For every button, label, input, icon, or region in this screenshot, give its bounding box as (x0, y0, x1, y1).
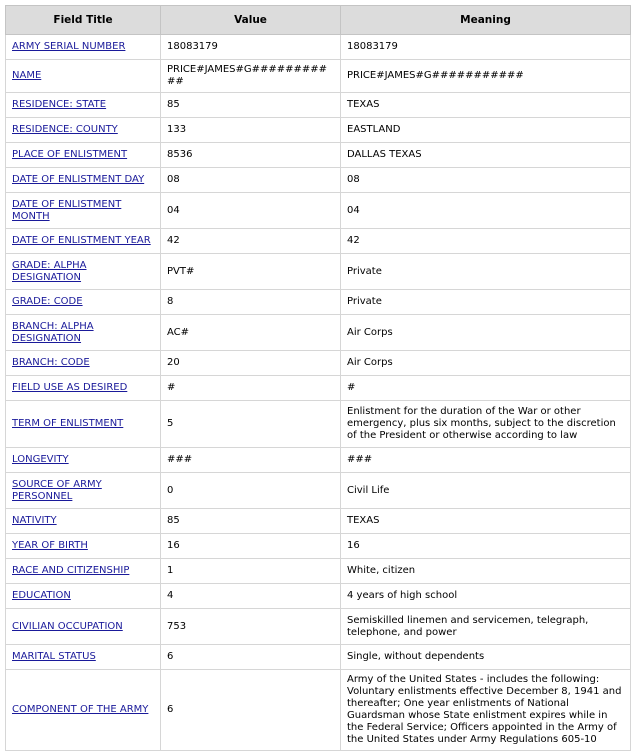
field-title-link[interactable]: PLACE OF ENLISTMENT (12, 149, 128, 160)
value-cell: ### (161, 448, 341, 473)
field-title-cell (6, 93, 161, 118)
meaning-cell: Civil Life (341, 473, 631, 509)
table-row (6, 473, 631, 509)
field-title-cell (6, 448, 161, 473)
meaning-cell: Air Corps (341, 315, 631, 351)
field-title-cell (6, 35, 161, 60)
meaning-cell: 08 (341, 168, 631, 193)
field-title-cell (6, 229, 161, 254)
meaning-cell: ### (341, 448, 631, 473)
value-cell: 6 (161, 645, 341, 670)
field-title-cell (6, 534, 161, 559)
value-cell: 8 (161, 290, 341, 315)
field-title-cell (6, 509, 161, 534)
meaning-cell: White, citizen (341, 559, 631, 584)
field-title-cell (6, 401, 161, 448)
field-title-link[interactable]: MARITAL STATUS (12, 651, 96, 662)
header-meaning: Meaning (341, 6, 631, 35)
table-row (6, 609, 631, 645)
meaning-cell: 4 years of high school (341, 584, 631, 609)
field-title-link[interactable]: EDUCATION (12, 590, 71, 601)
value-cell: 18083179 (161, 35, 341, 60)
field-title-link[interactable]: NAME (12, 70, 42, 81)
field-title-link[interactable]: TERM OF ENLISTMENT (12, 418, 124, 429)
field-title-cell (6, 254, 161, 290)
value-cell: 4 (161, 584, 341, 609)
meaning-cell: Semiskilled linemen and servicemen, telegraph, telephone, and power (341, 609, 631, 645)
value-cell: 08 (161, 168, 341, 193)
field-title-cell (6, 584, 161, 609)
table-row (6, 559, 631, 584)
field-title-link[interactable]: SOURCE OF ARMY PERSONNEL (12, 478, 102, 502)
field-title-link[interactable]: ARMY SERIAL NUMBER (12, 41, 126, 52)
table-row (6, 229, 631, 254)
value-cell: 85 (161, 93, 341, 118)
field-title-cell (6, 351, 161, 376)
table-body (6, 35, 631, 751)
field-title-link[interactable]: COMPONENT OF THE ARMY (12, 704, 149, 715)
table-row (6, 143, 631, 168)
table-row (6, 509, 631, 534)
value-cell: 6 (161, 670, 341, 751)
value-cell: 0 (161, 473, 341, 509)
field-title-link[interactable]: DATE OF ENLISTMENT MONTH (12, 198, 122, 222)
table-header-row (6, 6, 631, 35)
table-row (6, 254, 631, 290)
meaning-cell: Private (341, 290, 631, 315)
table-row (6, 376, 631, 401)
value-cell: 8536 (161, 143, 341, 168)
table-row (6, 670, 631, 751)
value-cell: # (161, 376, 341, 401)
table-row (6, 645, 631, 670)
table-row (6, 315, 631, 351)
field-title-link[interactable]: RESIDENCE: STATE (12, 99, 107, 110)
field-title-link[interactable]: DATE OF ENLISTMENT DAY (12, 174, 145, 185)
value-cell: PVT# (161, 254, 341, 290)
field-title-link[interactable]: YEAR OF BIRTH (12, 540, 88, 551)
table-row (6, 584, 631, 609)
value-cell: PRICE#JAMES#G########### (161, 60, 341, 93)
value-cell: 5 (161, 401, 341, 448)
value-cell: 04 (161, 193, 341, 229)
field-title-cell (6, 60, 161, 93)
table-row (6, 60, 631, 93)
field-title-link[interactable]: GRADE: CODE (12, 296, 83, 307)
field-title-cell (6, 670, 161, 751)
meaning-cell: PRICE#JAMES#G########### (341, 60, 631, 93)
field-title-link[interactable]: LONGEVITY (12, 454, 69, 465)
value-cell: 753 (161, 609, 341, 645)
meaning-cell: TEXAS (341, 93, 631, 118)
value-cell: AC# (161, 315, 341, 351)
field-title-cell (6, 609, 161, 645)
table-row (6, 401, 631, 448)
meaning-cell: 04 (341, 193, 631, 229)
field-title-cell (6, 559, 161, 584)
table-row (6, 168, 631, 193)
field-title-link[interactable]: RACE AND CITIZENSHIP (12, 565, 130, 576)
field-title-cell (6, 118, 161, 143)
table-row (6, 35, 631, 60)
meaning-cell: Single, without dependents (341, 645, 631, 670)
table-row (6, 448, 631, 473)
meaning-cell: Private (341, 254, 631, 290)
field-title-cell (6, 290, 161, 315)
field-title-link[interactable]: NATIVITY (12, 515, 57, 526)
field-title-cell (6, 315, 161, 351)
value-cell: 42 (161, 229, 341, 254)
value-cell: 1 (161, 559, 341, 584)
meaning-cell: 18083179 (341, 35, 631, 60)
table-row (6, 193, 631, 229)
field-title-cell (6, 193, 161, 229)
meaning-cell: # (341, 376, 631, 401)
enlistment-record-table (5, 5, 631, 751)
field-title-cell (6, 376, 161, 401)
field-title-link[interactable]: GRADE: ALPHA DESIGNATION (12, 259, 87, 283)
field-title-link[interactable]: FIELD USE AS DESIRED (12, 382, 128, 393)
value-cell: 133 (161, 118, 341, 143)
table-row (6, 290, 631, 315)
meaning-cell: Air Corps (341, 351, 631, 376)
field-title-cell (6, 645, 161, 670)
field-title-link[interactable]: BRANCH: ALPHA DESIGNATION (12, 320, 94, 344)
table-row (6, 93, 631, 118)
table-row (6, 351, 631, 376)
meaning-cell: Army of the United States - includes the following: Voluntary enlistments effective December 8, 1941 and thereafter; One year enlistments of National Guardsman whose State enlistment expires while in the Federal Service; Officers appointed in the Army of the United States under Army Regulations 605-10 (341, 670, 631, 751)
value-cell: 20 (161, 351, 341, 376)
field-title-cell (6, 143, 161, 168)
header-field-title: Field Title (6, 6, 161, 35)
field-title-cell (6, 473, 161, 509)
field-title-link[interactable]: DATE OF ENLISTMENT YEAR (12, 235, 151, 246)
table-row (6, 534, 631, 559)
meaning-cell: 16 (341, 534, 631, 559)
value-cell: 16 (161, 534, 341, 559)
meaning-cell: Enlistment for the duration of the War or other emergency, plus six months, subject to the discretion of the President or otherwise according to law (341, 401, 631, 448)
header-value: Value (161, 6, 341, 35)
meaning-cell: EASTLAND (341, 118, 631, 143)
meaning-cell: 42 (341, 229, 631, 254)
field-title-link[interactable]: CIVILIAN OCCUPATION (12, 620, 123, 632)
field-title-link[interactable]: RESIDENCE: COUNTY (12, 124, 118, 135)
field-title-cell (6, 168, 161, 193)
table-row (6, 118, 631, 143)
field-title-link[interactable]: BRANCH: CODE (12, 357, 90, 368)
meaning-cell: DALLAS TEXAS (341, 143, 631, 168)
meaning-cell: TEXAS (341, 509, 631, 534)
value-cell: 85 (161, 509, 341, 534)
